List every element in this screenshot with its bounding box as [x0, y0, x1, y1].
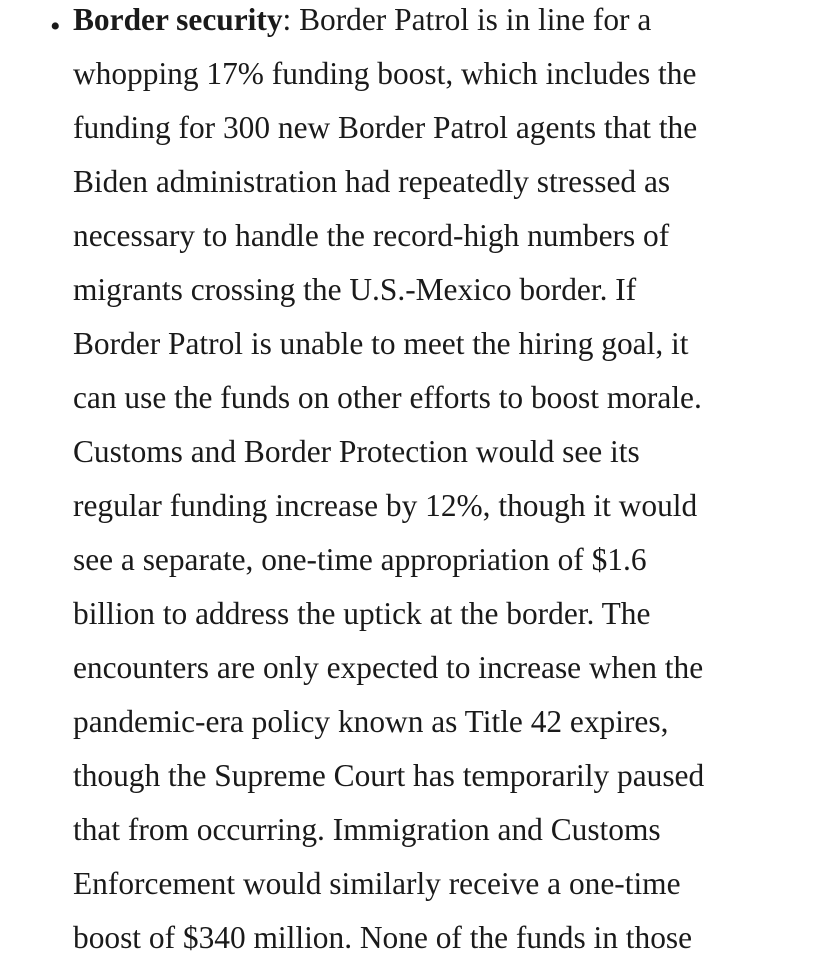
text-line-content: Border Patrol is in line for a: [291, 2, 652, 37]
text-line: pandemic-era policy known as Title 42 expires,: [73, 704, 669, 739]
text-line: Customs and Border Protection would see its: [73, 434, 640, 469]
text-line: regular funding increase by 12%, though it would: [73, 488, 698, 523]
lead-separator: :: [282, 2, 292, 37]
text-line: see a separate, one-time appropriation of $1.6: [73, 542, 647, 577]
bullet-icon: •: [50, 10, 61, 43]
text-line: Enforcement would similarly receive a one-time: [73, 866, 681, 901]
text-line: boost of $340 million. None of the funds in those: [73, 920, 693, 955]
text-line: [73, 0, 816, 47]
text-line: can use the funds on other efforts to boost morale.: [73, 380, 702, 415]
text-line: billion to address the uptick at the border. The: [73, 596, 651, 631]
text-line: Biden administration had repeatedly stressed as: [73, 164, 671, 199]
text-line: encounters are only expected to increase when the: [73, 650, 704, 685]
text-line: migrants crossing the U.S.-Mexico border. If: [73, 272, 637, 307]
text-line: funding for 300 new Border Patrol agents that the: [73, 110, 698, 145]
text-line: Border Patrol is unable to meet the hiring goal, it: [73, 326, 689, 361]
paragraph: [73, 0, 816, 964]
lead-term: Border security: [73, 2, 283, 37]
text-line: that from occurring. Immigration and Customs: [73, 812, 661, 847]
text-line: though the Supreme Court has temporarily paused: [73, 758, 705, 793]
text-line: whopping 17% funding boost, which includes the: [73, 56, 697, 91]
text-line: necessary to handle the record-high numbers of: [73, 218, 670, 253]
